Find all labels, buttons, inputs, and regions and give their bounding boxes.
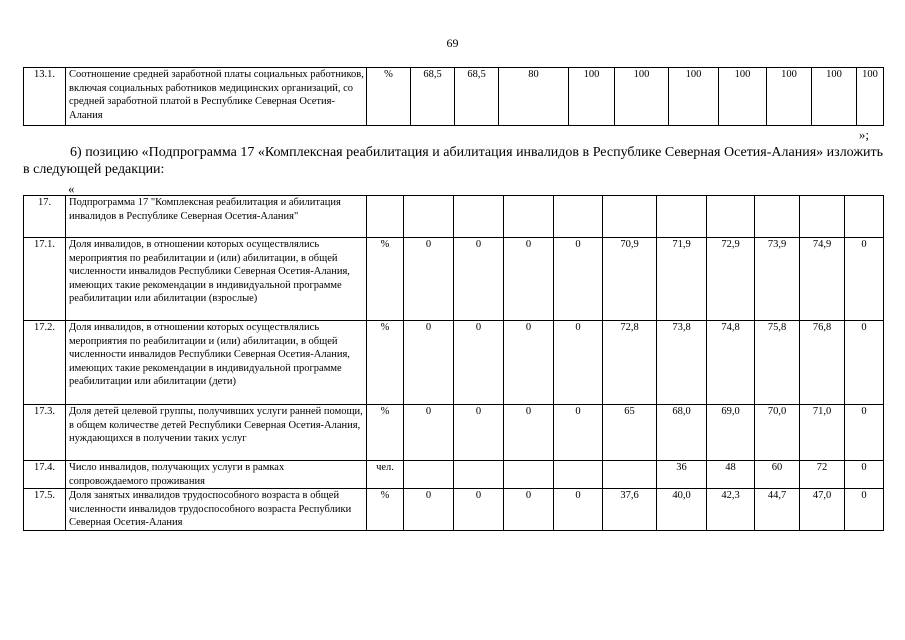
value-cell bbox=[707, 196, 755, 238]
value-cell: 40,0 bbox=[657, 489, 707, 531]
value-cell: 73,9 bbox=[755, 238, 800, 321]
indicator-name: Подпрограмма 17 "Комплексная реабилитация и абилитация инвалидов в Республике Северная Осетия-Алания" bbox=[66, 196, 367, 238]
value-cell: 71,0 bbox=[800, 405, 845, 461]
value-cell bbox=[504, 196, 554, 238]
value-cell: 0 bbox=[404, 321, 454, 405]
unit: % bbox=[367, 238, 404, 321]
value-cell: 0 bbox=[845, 238, 884, 321]
value-cell bbox=[845, 196, 884, 238]
value-cell: 71,9 bbox=[657, 238, 707, 321]
indicator-name: Доля инвалидов, в отношении которых осуществлялись мероприятия по реабилитации и (или) абилитации, в общей численности инвалидов Республики Северная Осетия-Алания, имеющих такие рекомендации в индивидуальной программе реабилитации или абилитации (взрослые) bbox=[66, 238, 367, 321]
value-cell: 100 bbox=[857, 68, 884, 126]
value-cell: 100 bbox=[719, 68, 767, 126]
table-row bbox=[24, 321, 884, 405]
unit: % bbox=[367, 405, 404, 461]
value-cell: 42,3 bbox=[707, 489, 755, 531]
unit: % bbox=[367, 321, 404, 405]
row-number: 13.1. bbox=[24, 68, 66, 126]
table-row bbox=[24, 489, 884, 531]
table-row bbox=[24, 68, 884, 126]
row-number: 17. bbox=[24, 196, 66, 238]
value-cell: 100 bbox=[569, 68, 615, 126]
value-cell bbox=[454, 461, 504, 489]
value-cell: 100 bbox=[767, 68, 812, 126]
row-number: 17.1. bbox=[24, 238, 66, 321]
indicator-name: Число инвалидов, получающих услуги в рамках сопровождаемого проживания bbox=[66, 461, 367, 489]
row-number: 17.2. bbox=[24, 321, 66, 405]
value-cell: 0 bbox=[845, 321, 884, 405]
subprogram-17-table bbox=[23, 195, 884, 531]
value-cell bbox=[603, 196, 657, 238]
value-cell: 100 bbox=[615, 68, 669, 126]
value-cell: 65 bbox=[603, 405, 657, 461]
row-number: 17.5. bbox=[24, 489, 66, 531]
value-cell: 73,8 bbox=[657, 321, 707, 405]
unit: % bbox=[367, 68, 411, 126]
page-number: 69 bbox=[446, 36, 459, 50]
indicator-name: Соотношение средней заработной платы социальных работников, включая социальных работников медицинских организаций, со средней заработной платой в Республике Северная Осетия-Алания bbox=[66, 68, 367, 126]
value-cell: 80 bbox=[499, 68, 569, 126]
value-cell: 74,9 bbox=[800, 238, 845, 321]
value-cell bbox=[454, 196, 504, 238]
subprogram-17-table-body bbox=[24, 196, 884, 531]
unit bbox=[367, 196, 404, 238]
value-cell bbox=[800, 196, 845, 238]
value-cell: 74,8 bbox=[707, 321, 755, 405]
value-cell: 0 bbox=[404, 405, 454, 461]
value-cell: 0 bbox=[504, 321, 554, 405]
value-cell: 70,9 bbox=[603, 238, 657, 321]
value-cell: 72 bbox=[800, 461, 845, 489]
value-cell: 69,0 bbox=[707, 405, 755, 461]
unit: чел. bbox=[367, 461, 404, 489]
value-cell: 0 bbox=[454, 238, 504, 321]
value-cell: 0 bbox=[404, 238, 454, 321]
indicator-name: Доля инвалидов, в отношении которых осуществлялись мероприятия по реабилитации и (или) абилитации, в общей численности инвалидов Республики Северная Осетия-Алания, имеющих такие рекомендации в индивидуальной программе реабилитации или абилитации (дети) bbox=[66, 321, 367, 405]
value-cell: 0 bbox=[504, 489, 554, 531]
row-number: 17.4. bbox=[24, 461, 66, 489]
value-cell: 72,9 bbox=[707, 238, 755, 321]
value-cell bbox=[603, 461, 657, 489]
value-cell: 36 bbox=[657, 461, 707, 489]
table-row bbox=[24, 238, 884, 321]
table-row bbox=[24, 196, 884, 238]
value-cell: 0 bbox=[554, 405, 603, 461]
value-cell: 68,5 bbox=[411, 68, 455, 126]
value-cell bbox=[657, 196, 707, 238]
value-cell: 68,0 bbox=[657, 405, 707, 461]
indicator-table-13 bbox=[23, 67, 884, 126]
value-cell: 0 bbox=[504, 405, 554, 461]
indicator-name: Доля занятых инвалидов трудоспособного возраста в общей численности инвалидов трудоспособного возраста Республики Северная Осетия-Алания bbox=[66, 489, 367, 531]
value-cell: 0 bbox=[454, 405, 504, 461]
value-cell: 75,8 bbox=[755, 321, 800, 405]
value-cell: 37,6 bbox=[603, 489, 657, 531]
value-cell bbox=[404, 461, 454, 489]
value-cell bbox=[554, 461, 603, 489]
amendment-paragraph: 6) позицию «Подпрограмма 17 «Комплексная реабилитация и абилитация инвалидов в Республике Северная Осетия-Алания» изложить в следующей редакции: bbox=[23, 145, 883, 177]
indicator-table-13-body bbox=[24, 68, 884, 126]
value-cell: 0 bbox=[554, 321, 603, 405]
value-cell: 47,0 bbox=[800, 489, 845, 531]
table-row bbox=[24, 461, 884, 489]
value-cell: 0 bbox=[454, 321, 504, 405]
value-cell: 0 bbox=[554, 489, 603, 531]
value-cell: 0 bbox=[845, 461, 884, 489]
value-cell: 0 bbox=[845, 489, 884, 531]
value-cell: 0 bbox=[554, 238, 603, 321]
value-cell bbox=[504, 461, 554, 489]
closing-quote: »; bbox=[858, 127, 869, 142]
value-cell bbox=[755, 196, 800, 238]
value-cell: 76,8 bbox=[800, 321, 845, 405]
unit: % bbox=[367, 489, 404, 531]
indicator-name: Доля детей целевой группы, получивших услуги ранней помощи, в общем количестве детей Республики Северная Осетия-Алания, нуждающихся в получении таких услуг bbox=[66, 405, 367, 461]
value-cell: 0 bbox=[845, 405, 884, 461]
value-cell: 0 bbox=[454, 489, 504, 531]
value-cell: 60 bbox=[755, 461, 800, 489]
opening-quote: « bbox=[68, 181, 75, 196]
value-cell bbox=[554, 196, 603, 238]
value-cell: 72,8 bbox=[603, 321, 657, 405]
row-number: 17.3. bbox=[24, 405, 66, 461]
value-cell: 100 bbox=[812, 68, 857, 126]
value-cell: 100 bbox=[669, 68, 719, 126]
table-row bbox=[24, 405, 884, 461]
value-cell: 68,5 bbox=[455, 68, 499, 126]
value-cell: 48 bbox=[707, 461, 755, 489]
value-cell: 0 bbox=[404, 489, 454, 531]
value-cell bbox=[404, 196, 454, 238]
value-cell: 0 bbox=[504, 238, 554, 321]
value-cell: 70,0 bbox=[755, 405, 800, 461]
value-cell: 44,7 bbox=[755, 489, 800, 531]
